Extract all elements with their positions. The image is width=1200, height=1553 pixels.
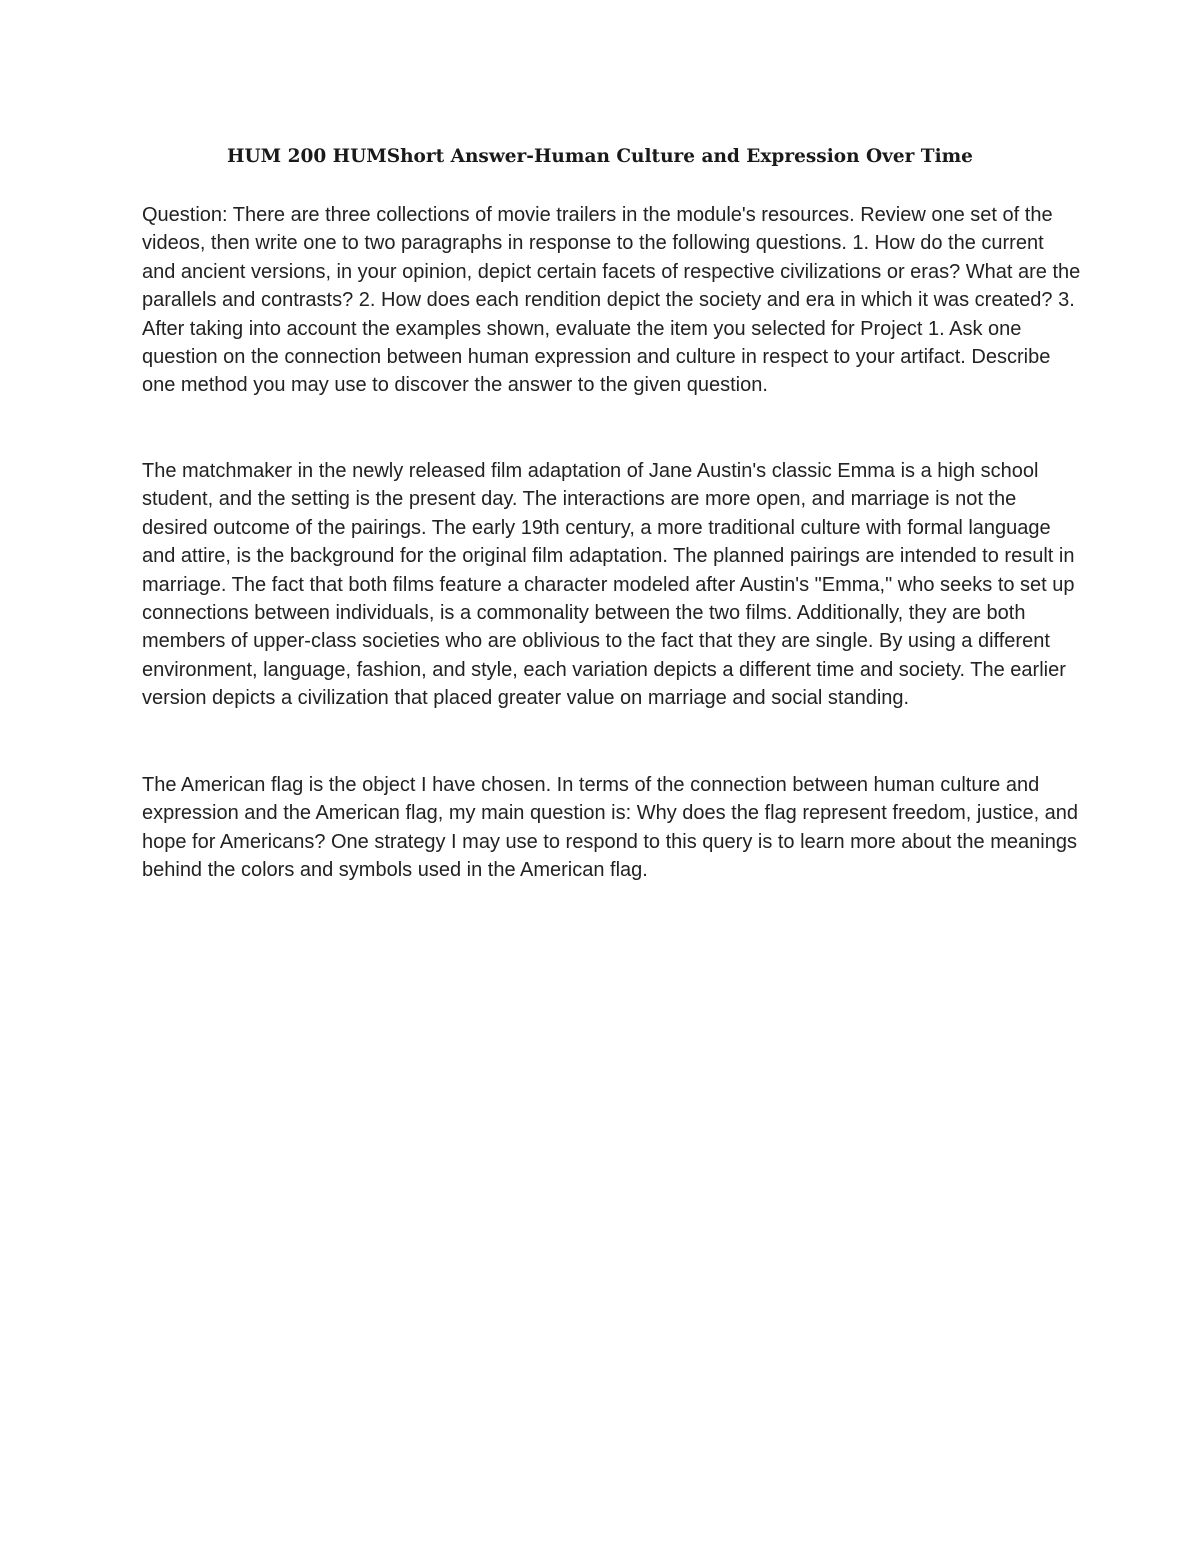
question-paragraph: Question: There are three collections of movie trailers in the module's resources. Review one set of the videos, then write one to two paragraphs in response to the following questions. 1. How do the current and ancient versions, in your opinion, depict certain facets of respective civilizations or eras? What are the parallels and contrasts? 2. How does each rendition depict the society and era in which it was created? 3. After taking into account the examples shown, evaluate the item you selected for Project 1. Ask one question on the connection between human expression and culture in respect to your artifact. Describe one method you may use to discover the answer to the given question.	[142, 204, 1081, 397]
document-title: HUM 200 HUMShort Answer-Human Culture and Expression Over Time	[227, 146, 973, 167]
american-flag-paragraph: The American flag is the object I have chosen. In terms of the connection between human culture and expression and the American flag, my main question is: Why does the flag represent freedom, justice, and hope for Americans? One strategy I may use to respond to this query is to learn more about the meanings behind the colors and symbols used in the American flag.	[142, 774, 1079, 882]
emma-comparison-paragraph: The matchmaker in the newly released film adaptation of Jane Austin's classic Emma is a high school student, and the setting is the present day. The interactions are more open, and marriage is not the desired outcome of the pairings. The early 19th century, a more traditional culture with formal language and attire, is the background for the original film adaptation. The planned pairings are intended to result in marriage. The fact that both films feature a character modeled after Austin's "Emma," who seeks to set up connections between individuals, is a commonality between the two films. Additionally, they are both members of upper-class societies who are oblivious to the fact that they are single. By using a different environment, language, fashion, and style, each variation depicts a different time and society. The earlier version depicts a civilization that placed greater value on marriage and social standing.	[142, 460, 1075, 710]
